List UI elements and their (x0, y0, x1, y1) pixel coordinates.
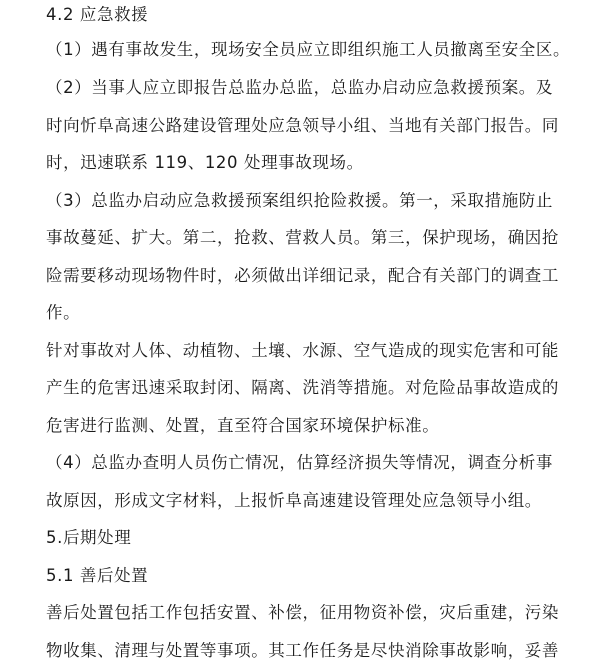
paragraph-line: 故原因，形成文字材料，上报忻阜高速建设管理处应急领导小组。 (46, 491, 542, 510)
paragraph-line: 危害进行监测、处置，直至符合国家环境保护标准。 (46, 416, 440, 435)
heading-post-processing: 5.后期处理 (46, 528, 132, 547)
paragraph-line: （1）遇有事故发生，现场安全员应立即组织施工人员撤离至安全区。 (46, 40, 571, 59)
paragraph-line: 作。 (46, 303, 81, 322)
paragraph-line: （2）当事人应立即报告总监办总监，总监办启动应急救援预案。及 (46, 78, 553, 97)
paragraph-line: （3）总监办启动应急救援预案组织抢险救援。第一，采取措施防止 (46, 191, 553, 210)
paragraph-line: 时，迅速联系 119、120 处理事故现场。 (46, 153, 364, 172)
heading-emergency-rescue: 4.2 应急救援 (46, 5, 149, 24)
paragraph-line: 事故蔓延、扩大。第二，抢救、营救人员。第三，保护现场，确因抢 (46, 228, 559, 247)
heading-aftermath-handling: 5.1 善后处置 (46, 566, 149, 585)
paragraph-line: 物收集、清理与处置等事项。其工作任务是尽快消除事故影响，妥善 (46, 641, 559, 660)
paragraph-line: （4）总监办查明人员伤亡情况，估算经济损失等情况，调查分析事 (46, 453, 553, 472)
paragraph-line: 产生的危害迅速采取封闭、隔离、洗消等措施。对危险品事故造成的 (46, 378, 559, 397)
paragraph-line: 时向忻阜高速公路建设管理处应急领导小组、当地有关部门报告。同 (46, 116, 559, 135)
paragraph-line: 针对事故对人体、动植物、土壤、水源、空气造成的现实危害和可能 (46, 341, 559, 360)
paragraph-line: 险需要移动现场物件时，必须做出详细记录，配合有关部门的调查工 (46, 266, 559, 285)
paragraph-line: 善后处置包括工作包括安置、补偿，征用物资补偿，灾后重建，污染 (46, 603, 559, 622)
